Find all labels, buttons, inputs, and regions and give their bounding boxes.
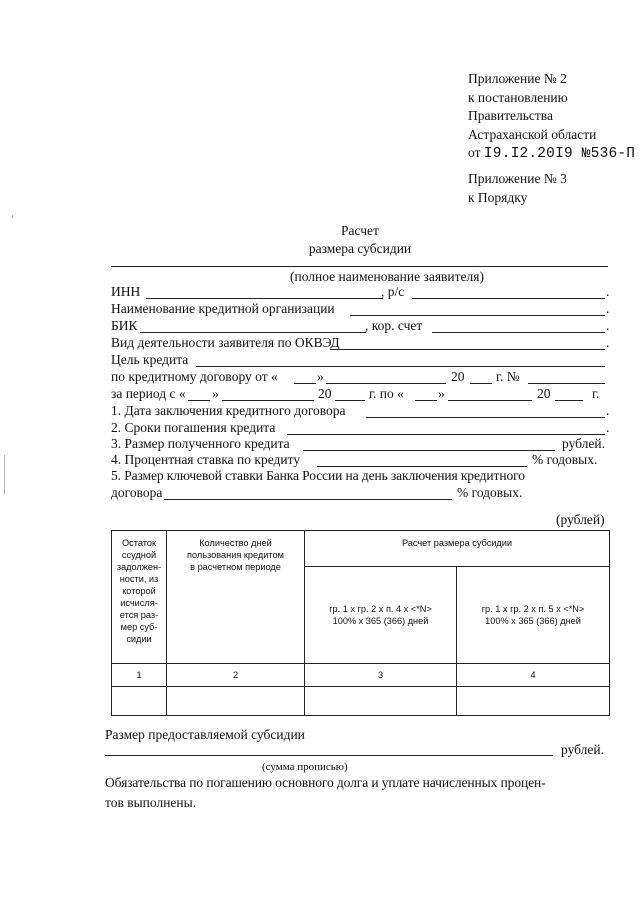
- header-appendix3: [468, 170, 567, 207]
- inn-label: ИНН: [111, 284, 141, 299]
- col1-line: ется раз-: [119, 610, 159, 620]
- year-20: 20: [537, 386, 551, 401]
- header-date: [468, 144, 635, 164]
- contract-day-field[interactable]: [294, 383, 316, 384]
- period-from-day[interactable]: [188, 400, 210, 401]
- applicant-name-field[interactable]: [111, 266, 608, 267]
- date-stamp: I9.I2.20I9 №536-П: [483, 146, 636, 162]
- kor-field[interactable]: [432, 332, 605, 333]
- inn-field[interactable]: [146, 298, 383, 299]
- title-line2: размера субсидии: [308, 241, 412, 256]
- col1-line: сидии: [126, 634, 152, 644]
- applicant-caption: (полное наименование заявителя): [290, 269, 484, 284]
- contract-month-field[interactable]: [326, 383, 446, 384]
- period-to-month[interactable]: [448, 400, 532, 401]
- dot: .: [606, 318, 610, 333]
- dot: .: [606, 335, 610, 350]
- col4-header: [457, 567, 610, 664]
- subsidy-rub: рублей.: [561, 742, 605, 757]
- g-label: г.: [592, 386, 600, 401]
- okved-field[interactable]: [330, 349, 605, 350]
- purpose-label: Цель кредита: [111, 352, 189, 367]
- date-prefix: от: [468, 145, 481, 160]
- scan-mark: [4, 455, 5, 495]
- header-line: Правительства: [468, 108, 553, 123]
- title-line1: Расчет: [341, 223, 379, 238]
- contract-number-field[interactable]: [528, 383, 605, 384]
- header-line: Приложение № 3: [468, 171, 567, 186]
- quote-close: »: [212, 386, 219, 401]
- period-from-label: за период с «: [111, 386, 186, 401]
- credit-org-field[interactable]: [350, 315, 605, 316]
- col-number: 4: [457, 664, 610, 687]
- dot: .: [606, 284, 610, 299]
- period-to-year[interactable]: [555, 400, 583, 401]
- dot: .: [606, 301, 610, 316]
- dot: .: [606, 403, 610, 418]
- col2-line: в расчетном периоде: [190, 562, 281, 572]
- bik-label: БИК: [111, 318, 138, 333]
- col2-line: пользования кредитом: [187, 550, 284, 560]
- col1-line: ности, из: [119, 574, 159, 584]
- header-line: к Порядку: [468, 189, 528, 205]
- col1-line: исчисля-: [120, 598, 158, 608]
- col4-line: 100% x 365 (366) дней: [485, 616, 581, 627]
- col-number: 2: [167, 664, 305, 687]
- obligations-line2: тов выполнены.: [105, 795, 197, 810]
- dot: .: [606, 420, 610, 435]
- item4-field[interactable]: [317, 466, 527, 467]
- quote-close: »: [438, 386, 445, 401]
- col-number: 1: [112, 664, 167, 687]
- col2-line: Количество дней: [199, 538, 272, 548]
- year-g-no: г. №: [496, 369, 520, 384]
- credit-org-label: Наименование кредитной организации: [111, 301, 335, 316]
- data-cell[interactable]: [305, 687, 457, 716]
- col2-header: [167, 531, 305, 664]
- item3-label: 3. Размер полученного кредита: [111, 436, 290, 451]
- col1-line: мер суб-: [120, 622, 158, 632]
- period-to-day[interactable]: [415, 400, 437, 401]
- period-from-year[interactable]: [335, 400, 365, 401]
- data-cell[interactable]: [457, 687, 610, 716]
- col1-header: [112, 531, 167, 664]
- col-group-header: Расчет размера субсидии: [305, 531, 610, 567]
- subsidy-calc-table: [111, 530, 610, 716]
- quote-close: »: [317, 369, 324, 384]
- item5-contract-label: договора: [111, 485, 163, 500]
- subsidy-amount-label: Размер предоставляемой субсидии: [105, 727, 305, 742]
- col1-line: задолжен-: [116, 562, 162, 572]
- col3-line: гр. 1 x гр. 2 x п. 4 x <*N>: [329, 604, 432, 615]
- contract-from-label: по кредитному договору от «: [111, 369, 278, 384]
- scan-mark: [12, 215, 13, 218]
- item4-pct: % годовых.: [532, 452, 598, 467]
- data-cell[interactable]: [167, 687, 305, 716]
- item1-label: 1. Дата заключения кредитного договора: [111, 403, 346, 418]
- item3-field[interactable]: [303, 450, 555, 451]
- col1-line: ссудной: [121, 550, 157, 560]
- item5-field[interactable]: [164, 499, 452, 500]
- okved-label: Вид деятельности заявителя по ОКВЭД: [111, 335, 340, 350]
- data-cell[interactable]: [112, 687, 167, 716]
- period-from-month[interactable]: [222, 400, 314, 401]
- item5-pct: % годовых.: [457, 485, 523, 500]
- purpose-field[interactable]: [196, 366, 605, 367]
- header-appendix2: [468, 70, 635, 164]
- item5-label: 5. Размер ключевой ставки Банка России на день заключения кредитного: [111, 468, 525, 483]
- subsidy-amount-field[interactable]: [105, 755, 553, 756]
- item2-field[interactable]: [287, 434, 605, 435]
- header-line: Астраханской области: [468, 126, 597, 142]
- contract-year-field[interactable]: [470, 383, 492, 384]
- header-line: к постановлению: [468, 89, 568, 105]
- year-20: 20: [451, 369, 465, 384]
- item4-label: 4. Процентная ставка по кредиту: [111, 452, 301, 467]
- obligations-line1: Обязательства по погашению основного долга и уплате начисленных процен-: [105, 775, 546, 790]
- header-line: Приложение № 2: [468, 71, 567, 86]
- period-by-label: г. по «: [369, 386, 404, 401]
- col1-line: Остаток: [122, 538, 156, 548]
- col-number: 3: [305, 664, 457, 687]
- bik-field[interactable]: [140, 332, 366, 333]
- item3-rub: рублей.: [562, 436, 606, 451]
- kor-label: , кор. счет: [365, 318, 423, 333]
- col1-line: которой: [122, 586, 156, 596]
- page-title: [260, 222, 460, 258]
- rs-label: , р/с: [381, 284, 405, 299]
- table-unit: (рублей): [556, 512, 605, 527]
- col3-header: [305, 567, 457, 664]
- year-20: 20: [318, 386, 332, 401]
- item2-label: 2. Сроки погашения кредита: [111, 420, 276, 435]
- rs-field[interactable]: [412, 298, 605, 299]
- item1-field[interactable]: [366, 417, 605, 418]
- col3-line: 100% x 365 (366) дней: [332, 616, 429, 627]
- col4-line: гр. 1 x гр. 2 x п. 5 x <*N>: [481, 604, 585, 615]
- amount-in-words-caption: (сумма прописью): [262, 761, 348, 773]
